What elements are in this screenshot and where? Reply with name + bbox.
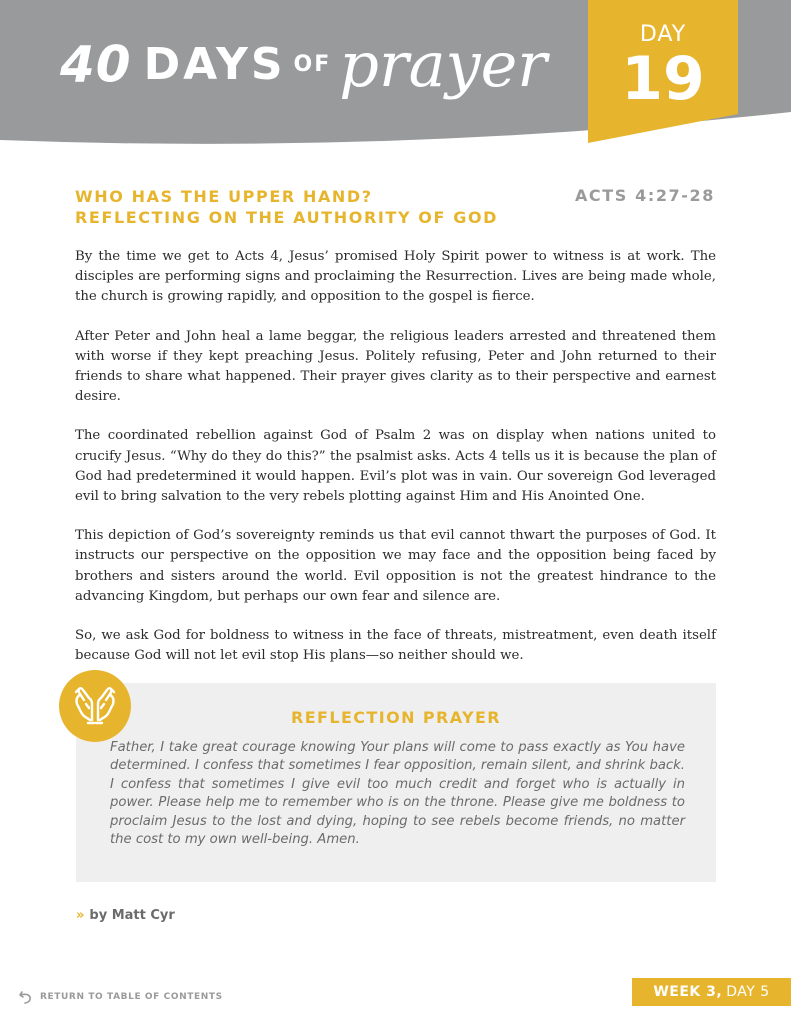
article-title bbox=[75, 186, 545, 228]
logo-of: OF bbox=[293, 52, 332, 77]
paragraph: This depiction of God’s sovereignty reminds us that evil cannot thwart the purposes of God. It instructs our perspective on the opposition we may face and the opposition being faced by brothers and sisters around the world. Evil opposition is not the greatest hindrance to the advancing Kingdom, but perhaps our own fear and silence are. bbox=[75, 528, 716, 604]
paragraph: So, we ask God for boldness to witness in the face of threats, mistreatment, even death itself because God will not let evil stop His plans—so neither should we. bbox=[75, 628, 716, 664]
logo bbox=[60, 28, 547, 108]
paragraph: By the time we get to Acts 4, Jesus’ promised Holy Spirit power to witness is at work. The disciples are performing signs and proclaiming the Resurrection. Lives are being made whole, the church is growing rapidly, and opposition to the gospel is fierce. bbox=[75, 249, 716, 305]
week-label: WEEK 3, bbox=[653, 984, 723, 1000]
title-line-1: WHO HAS THE UPPER HAND? bbox=[75, 187, 373, 206]
chevron-double-right-icon: » bbox=[76, 908, 85, 923]
title-line-2: REFLECTING ON THE AUTHORITY OF GOD bbox=[75, 208, 499, 227]
author-name: by Matt Cyr bbox=[89, 908, 175, 923]
prayer-text: Father, I take great courage knowing Your plans will come to pass exactly as You have determined. I confess that sometimes I fear opposition, remain silent, and shrink back. I confess that sometimes I give evil too much credit and forget who is actually in power. Please help me to remember who is on the throne. Please give me boldness to proclaim Jesus to the lost and dying, hoping to see rebels become friends, no matter the cost to my own well-being. Amen. bbox=[110, 740, 685, 848]
paragraph: After Peter and John heal a lame beggar, the religious leaders arrested and threatened them with worse if they kept preaching Jesus. Politely refusing, Peter and John returned to their friends to share what happened. Their prayer gives clarity as to their perspective and earnest desire. bbox=[75, 328, 716, 405]
author-byline bbox=[76, 908, 175, 923]
logo-days: DAYS bbox=[143, 39, 286, 90]
prayer-heading: REFLECTION PRAYER bbox=[290, 708, 501, 727]
scripture-reference: ACTS 4:27-28 bbox=[574, 186, 715, 205]
article-body bbox=[75, 247, 716, 685]
return-to-toc-link[interactable] bbox=[18, 988, 223, 1006]
logo-number: 40 bbox=[60, 35, 132, 94]
return-arrow-icon bbox=[18, 989, 34, 1005]
day-number: 19 bbox=[621, 44, 705, 114]
return-to-toc-label: RETURN TO TABLE OF CONTENTS bbox=[40, 992, 223, 1002]
day-label-footer: DAY 5 bbox=[726, 984, 770, 1000]
day-label: DAY bbox=[639, 22, 687, 47]
paragraph: The coordinated rebellion against God of Psalm 2 was on display when nations united to crucify Jesus. “Why do they do this?” the psalmist asks. Acts 4 tells us it is because the plan of God had predetermined it would happen. Evil’s plot was in vain. Our sovereign God leveraged evil to bring salvation to the very rebels plotting against Him and His Anointed One. bbox=[75, 428, 716, 505]
week-day-badge bbox=[632, 978, 791, 1006]
praying-hands-icon bbox=[59, 670, 131, 742]
logo-prayer: prayer bbox=[339, 28, 547, 101]
